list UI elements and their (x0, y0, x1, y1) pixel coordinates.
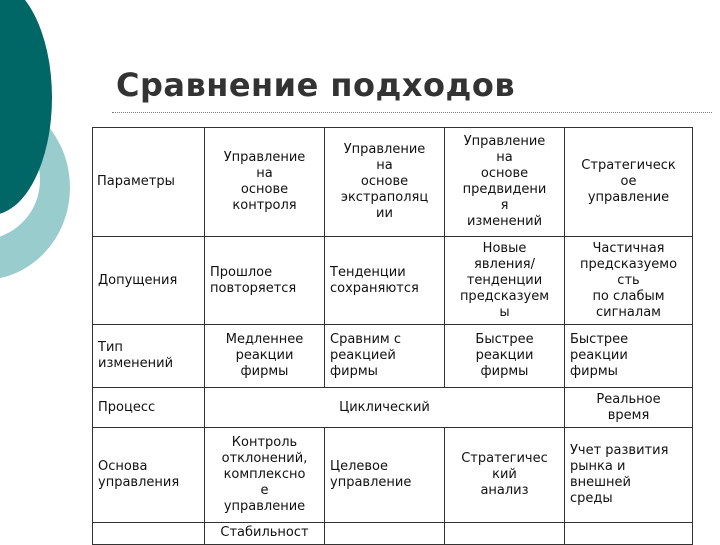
title-divider (112, 112, 712, 113)
table-cell: Стабильност (205, 523, 325, 545)
table-cell: Частичная предсказуемо сть по слабым сигналам (565, 237, 693, 325)
table-cell (565, 523, 693, 545)
table-cell: Новые явления/ тенденции предсказуем ы (445, 237, 565, 325)
header-control: Управление на основе контроля (205, 128, 325, 237)
table-cell: Прошлое повторяется (205, 237, 325, 325)
table-cell (325, 523, 445, 545)
header-parameters: Параметры (93, 128, 205, 237)
table-cell: Целевое управление (325, 428, 445, 523)
slide-title: Сравнение подходов (116, 66, 516, 104)
table-cell: Сравним с реакцией фирмы (325, 325, 445, 388)
table-cell (93, 523, 205, 545)
merged-cell: Циклический (205, 388, 565, 428)
row-label: Допущения (93, 237, 205, 325)
table-cell: Контроль отклонений, комплексно e управление (205, 428, 325, 523)
table-row (93, 237, 693, 325)
table-cell: Медленнее реакции фирмы (205, 325, 325, 388)
row-label: Процесс (93, 388, 205, 428)
table-row (93, 388, 693, 428)
table-row (93, 325, 693, 388)
table-cell (445, 523, 565, 545)
header-anticipation: Управление на основе предвидени я изменений (445, 128, 565, 237)
header-extrapolation: Управление на основе экстраполяц ии (325, 128, 445, 237)
row-label: Основа управления (93, 428, 205, 523)
header-strategic: Стратегическ ое управление (565, 128, 693, 237)
table-cell: Стратегичес кий анализ (445, 428, 565, 523)
table-cell: Учет развития рынка и внешней среды (565, 428, 693, 523)
comparison-table (92, 127, 693, 545)
header-row (93, 128, 693, 237)
table-cell: Тенденции сохраняются (325, 237, 445, 325)
table-cell: Быстрее реакции фирмы (445, 325, 565, 388)
table-row (93, 428, 693, 523)
row-label: Тип изменений (93, 325, 205, 388)
table-cell: Быстрее реакции фирмы (565, 325, 693, 388)
table-cell: Реальное время (565, 388, 693, 428)
table-row (93, 523, 693, 545)
